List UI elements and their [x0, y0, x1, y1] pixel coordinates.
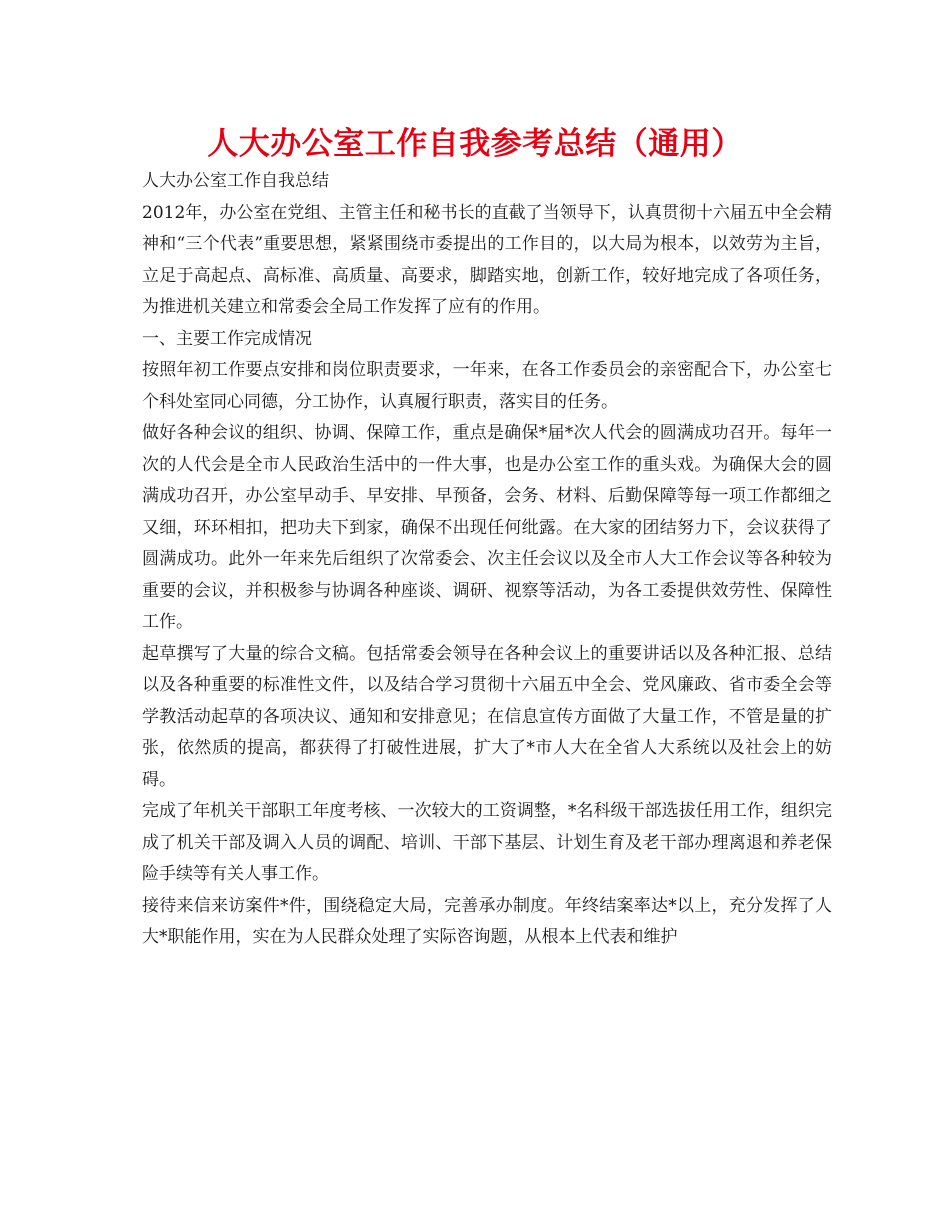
paragraph: 做好各种会议的组织、协调、保障工作，重点是确保*届*次人代会的圆满成功召开。每年一次的人代会是全市人民政治生活中的一件大事，也是办公室工作的重头戏。为确保大会的圆满成功召开，办公室早动手、早安排、早预备，会务、材料、后勤保障等每一项工作都细之又细，环环相扣，把功夫下到家，确保不出现任何纰露。在大家的团结努力下，会议获得了圆满成功。此外一年来先后组织了次常委会、次主任会议以及全市人大工作会议等各种较为重要的会议，并积极参与协调各种座谈、调研、视察等活动，为各工委提供效劳性、保障性工作。 [142, 423, 832, 632]
paragraph: 接待来信来访案件*件，围绕稳定大局，完善承办制度。年终结案率达*以上，充分发挥了人大*职能作用，实在为人民群众处理了实际咨询题，从根本上代表和维护 [142, 895, 832, 947]
paragraph: 按照年初工作要点安排和岗位职责要求，一年来，在各工作委员会的亲密配合下，办公室七个科处室同心同德，分工协作，认真履行职责，落实目的任务。 [142, 360, 832, 412]
paragraph: 起草撰写了大量的综合文稿。包括常委会领导在各种会议上的重要讲话以及各种汇报、总结以及各种重要的标准性文件，以及结合学习贯彻十六届五中全会、党风廉政、省市委全会等学教活动起草的各项决议、通知和安排意见；在信息宣传方面做了大量工作，不管是量的扩张，依然质的提高，都获得了打破性进展，扩大了*市人大在全省人大系统以及社会上的妨碍。 [142, 643, 832, 790]
paragraph-subtitle: 人大办公室工作自我总结 [142, 171, 329, 191]
document-title: 人大办公室工作自我参考总结（通用） [207, 126, 743, 162]
paragraph: 完成了年机关干部职工年度考核、一次较大的工资调整，*名科级干部选拔任用工作，组织完成了机关干部及调入人员的调配、培训、干部下基层、计划生育及老干部办理离退和养老保险手续等有关人事工作。 [142, 801, 832, 884]
section-heading: 一、主要工作完成情况 [142, 328, 312, 349]
document-body [142, 166, 832, 954]
paragraph-intro: 2012年，办公室在党组、主管主任和秘书长的直截了当领导下，认真贯彻十六届五中全会精神和“三个代表”重要思想，紧紧围绕市委提出的工作目的，以大局为根本，以效劳为主旨，立足于高起点、高标准、高质量、高要求，脚踏实地，创新工作，较好地完成了各项任务，为推进机关建立和常委会全局工作发挥了应有的作用。 [142, 202, 832, 317]
